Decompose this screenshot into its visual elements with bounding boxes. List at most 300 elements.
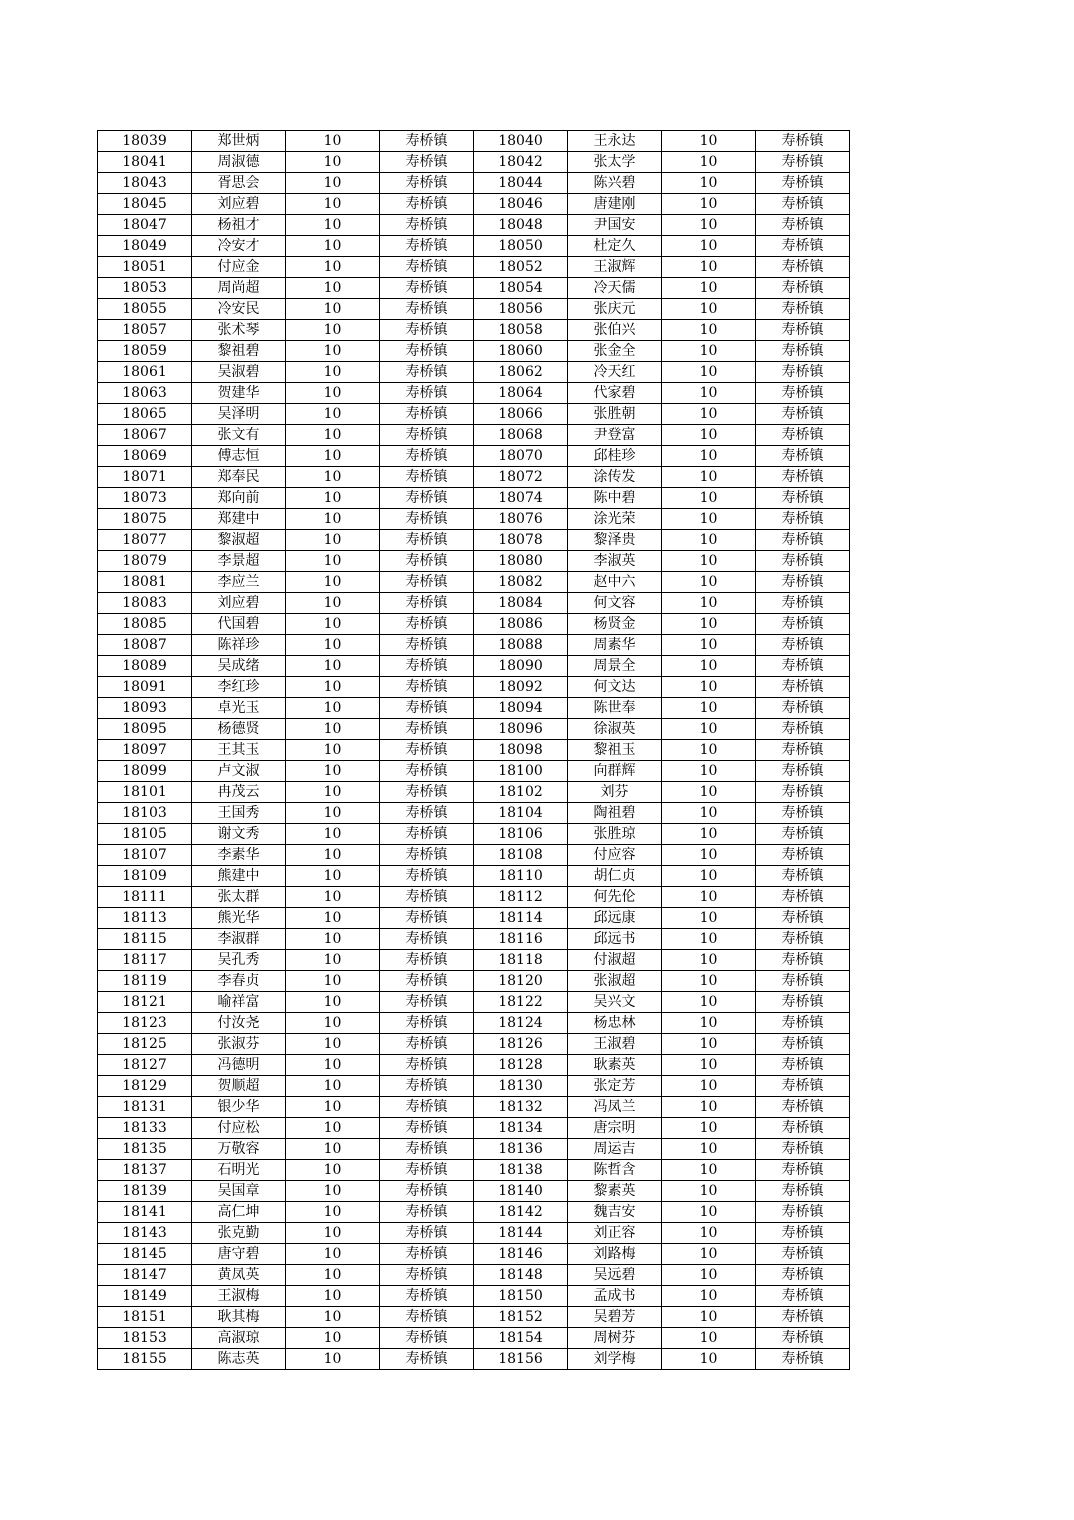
town-cell: 寿桥镇 — [380, 887, 474, 908]
id-cell: 18126 — [474, 1034, 568, 1055]
count-cell: 10 — [286, 509, 380, 530]
name-cell: 向群辉 — [568, 761, 662, 782]
id-cell: 18100 — [474, 761, 568, 782]
town-cell: 寿桥镇 — [756, 446, 850, 467]
id-cell: 18134 — [474, 1118, 568, 1139]
count-cell: 10 — [286, 614, 380, 635]
name-cell: 王淑梅 — [192, 1286, 286, 1307]
town-cell: 寿桥镇 — [756, 215, 850, 236]
id-cell: 18116 — [474, 929, 568, 950]
id-cell: 18106 — [474, 824, 568, 845]
count-cell: 10 — [662, 1244, 756, 1265]
name-cell: 熊光华 — [192, 908, 286, 929]
town-cell: 寿桥镇 — [380, 446, 474, 467]
name-cell: 喻祥富 — [192, 992, 286, 1013]
town-cell: 寿桥镇 — [380, 551, 474, 572]
id-cell: 18068 — [474, 425, 568, 446]
town-cell: 寿桥镇 — [380, 614, 474, 635]
count-cell: 10 — [662, 425, 756, 446]
table-row — [98, 866, 850, 887]
town-cell: 寿桥镇 — [380, 656, 474, 677]
town-cell: 寿桥镇 — [380, 572, 474, 593]
count-cell: 10 — [286, 1328, 380, 1349]
town-cell: 寿桥镇 — [380, 215, 474, 236]
town-cell: 寿桥镇 — [756, 362, 850, 383]
count-cell: 10 — [662, 908, 756, 929]
count-cell: 10 — [286, 320, 380, 341]
id-cell: 18107 — [98, 845, 192, 866]
count-cell: 10 — [662, 824, 756, 845]
table-row — [98, 908, 850, 929]
table-row — [98, 1139, 850, 1160]
town-cell: 寿桥镇 — [380, 1202, 474, 1223]
name-cell: 付应松 — [192, 1118, 286, 1139]
id-cell: 18083 — [98, 593, 192, 614]
name-cell: 黎泽贵 — [568, 530, 662, 551]
id-cell: 18048 — [474, 215, 568, 236]
town-cell: 寿桥镇 — [380, 1307, 474, 1328]
town-cell: 寿桥镇 — [756, 152, 850, 173]
name-cell: 张庆元 — [568, 299, 662, 320]
town-cell: 寿桥镇 — [756, 1034, 850, 1055]
count-cell: 10 — [662, 551, 756, 572]
name-cell: 代国碧 — [192, 614, 286, 635]
count-cell: 10 — [286, 152, 380, 173]
table-row — [98, 551, 850, 572]
town-cell: 寿桥镇 — [380, 845, 474, 866]
count-cell: 10 — [662, 593, 756, 614]
id-cell: 18127 — [98, 1055, 192, 1076]
name-cell: 徐淑英 — [568, 719, 662, 740]
name-cell: 邱远康 — [568, 908, 662, 929]
name-cell: 涂光荣 — [568, 509, 662, 530]
name-cell: 张太群 — [192, 887, 286, 908]
count-cell: 10 — [286, 257, 380, 278]
id-cell: 18110 — [474, 866, 568, 887]
count-cell: 10 — [662, 215, 756, 236]
id-cell: 18045 — [98, 194, 192, 215]
id-cell: 18138 — [474, 1160, 568, 1181]
count-cell: 10 — [662, 845, 756, 866]
count-cell: 10 — [662, 992, 756, 1013]
town-cell: 寿桥镇 — [756, 866, 850, 887]
count-cell: 10 — [662, 614, 756, 635]
name-cell: 陈祥珍 — [192, 635, 286, 656]
id-cell: 18123 — [98, 1013, 192, 1034]
town-cell: 寿桥镇 — [756, 1349, 850, 1370]
town-cell: 寿桥镇 — [380, 257, 474, 278]
town-cell: 寿桥镇 — [380, 1118, 474, 1139]
count-cell: 10 — [662, 1286, 756, 1307]
id-cell: 18119 — [98, 971, 192, 992]
table-row — [98, 719, 850, 740]
id-cell: 18113 — [98, 908, 192, 929]
id-cell: 18074 — [474, 488, 568, 509]
town-cell: 寿桥镇 — [756, 614, 850, 635]
table-row — [98, 1055, 850, 1076]
id-cell: 18137 — [98, 1160, 192, 1181]
town-cell: 寿桥镇 — [756, 908, 850, 929]
name-cell: 张胜琼 — [568, 824, 662, 845]
name-cell: 吴远碧 — [568, 1265, 662, 1286]
table-row — [98, 1013, 850, 1034]
count-cell: 10 — [662, 467, 756, 488]
town-cell: 寿桥镇 — [380, 677, 474, 698]
count-cell: 10 — [662, 530, 756, 551]
town-cell: 寿桥镇 — [756, 173, 850, 194]
town-cell: 寿桥镇 — [380, 719, 474, 740]
id-cell: 18040 — [474, 131, 568, 152]
table-row — [98, 488, 850, 509]
name-cell: 陈志英 — [192, 1349, 286, 1370]
table-row — [98, 509, 850, 530]
count-cell: 10 — [662, 1076, 756, 1097]
name-cell: 黎祖玉 — [568, 740, 662, 761]
name-cell: 郑向前 — [192, 488, 286, 509]
id-cell: 18084 — [474, 593, 568, 614]
name-cell: 王永达 — [568, 131, 662, 152]
town-cell: 寿桥镇 — [380, 971, 474, 992]
table-row — [98, 698, 850, 719]
id-cell: 18143 — [98, 1223, 192, 1244]
name-cell: 刘路梅 — [568, 1244, 662, 1265]
id-cell: 18149 — [98, 1286, 192, 1307]
count-cell: 10 — [662, 1307, 756, 1328]
count-cell: 10 — [662, 131, 756, 152]
name-cell: 胥思会 — [192, 173, 286, 194]
table-row — [98, 173, 850, 194]
id-cell: 18108 — [474, 845, 568, 866]
town-cell: 寿桥镇 — [756, 1139, 850, 1160]
count-cell: 10 — [662, 1328, 756, 1349]
table-row — [98, 971, 850, 992]
table-row — [98, 425, 850, 446]
town-cell: 寿桥镇 — [380, 131, 474, 152]
id-cell: 18111 — [98, 887, 192, 908]
name-cell: 杨忠林 — [568, 1013, 662, 1034]
name-cell: 唐宗明 — [568, 1118, 662, 1139]
id-cell: 18086 — [474, 614, 568, 635]
name-cell: 唐守碧 — [192, 1244, 286, 1265]
id-cell: 18104 — [474, 803, 568, 824]
town-cell: 寿桥镇 — [756, 425, 850, 446]
id-cell: 18073 — [98, 488, 192, 509]
id-cell: 18043 — [98, 173, 192, 194]
count-cell: 10 — [662, 572, 756, 593]
name-cell: 杨祖才 — [192, 215, 286, 236]
id-cell: 18089 — [98, 656, 192, 677]
town-cell: 寿桥镇 — [380, 1244, 474, 1265]
name-cell: 银少华 — [192, 1097, 286, 1118]
count-cell: 10 — [662, 782, 756, 803]
name-cell: 王淑碧 — [568, 1034, 662, 1055]
town-cell: 寿桥镇 — [380, 929, 474, 950]
town-cell: 寿桥镇 — [380, 488, 474, 509]
id-cell: 18041 — [98, 152, 192, 173]
name-cell: 陈世奉 — [568, 698, 662, 719]
count-cell: 10 — [662, 1139, 756, 1160]
table-row — [98, 1244, 850, 1265]
name-cell: 尹登富 — [568, 425, 662, 446]
town-cell: 寿桥镇 — [380, 1013, 474, 1034]
town-cell: 寿桥镇 — [380, 404, 474, 425]
id-cell: 18077 — [98, 530, 192, 551]
town-cell: 寿桥镇 — [380, 1181, 474, 1202]
town-cell: 寿桥镇 — [380, 950, 474, 971]
table-row — [98, 1328, 850, 1349]
id-cell: 18052 — [474, 257, 568, 278]
id-cell: 18109 — [98, 866, 192, 887]
id-cell: 18085 — [98, 614, 192, 635]
name-cell: 王淑辉 — [568, 257, 662, 278]
name-cell: 傅志恒 — [192, 446, 286, 467]
name-cell: 黎祖碧 — [192, 341, 286, 362]
name-cell: 刘应碧 — [192, 593, 286, 614]
count-cell: 10 — [662, 278, 756, 299]
table-row — [98, 131, 850, 152]
town-cell: 寿桥镇 — [756, 1076, 850, 1097]
name-cell: 陶祖碧 — [568, 803, 662, 824]
id-cell: 18095 — [98, 719, 192, 740]
name-cell: 卓光玉 — [192, 698, 286, 719]
table-row — [98, 215, 850, 236]
town-cell: 寿桥镇 — [756, 1286, 850, 1307]
count-cell: 10 — [286, 1349, 380, 1370]
name-cell: 张胜朝 — [568, 404, 662, 425]
count-cell: 10 — [286, 1202, 380, 1223]
name-cell: 唐建刚 — [568, 194, 662, 215]
town-cell: 寿桥镇 — [380, 320, 474, 341]
id-cell: 18141 — [98, 1202, 192, 1223]
id-cell: 18057 — [98, 320, 192, 341]
id-cell: 18066 — [474, 404, 568, 425]
count-cell: 10 — [286, 194, 380, 215]
id-cell: 18154 — [474, 1328, 568, 1349]
id-cell: 18080 — [474, 551, 568, 572]
count-cell: 10 — [286, 698, 380, 719]
name-cell: 谢文秀 — [192, 824, 286, 845]
id-cell: 18105 — [98, 824, 192, 845]
id-cell: 18150 — [474, 1286, 568, 1307]
count-cell: 10 — [286, 635, 380, 656]
count-cell: 10 — [286, 131, 380, 152]
name-cell: 周运吉 — [568, 1139, 662, 1160]
town-cell: 寿桥镇 — [756, 1160, 850, 1181]
count-cell: 10 — [662, 194, 756, 215]
count-cell: 10 — [286, 803, 380, 824]
town-cell: 寿桥镇 — [380, 1076, 474, 1097]
town-cell: 寿桥镇 — [756, 635, 850, 656]
count-cell: 10 — [286, 215, 380, 236]
count-cell: 10 — [286, 341, 380, 362]
town-cell: 寿桥镇 — [380, 1223, 474, 1244]
town-cell: 寿桥镇 — [756, 1181, 850, 1202]
id-cell: 18130 — [474, 1076, 568, 1097]
name-cell: 吴孔秀 — [192, 950, 286, 971]
id-cell: 18096 — [474, 719, 568, 740]
count-cell: 10 — [286, 278, 380, 299]
count-cell: 10 — [662, 1013, 756, 1034]
town-cell: 寿桥镇 — [756, 1223, 850, 1244]
count-cell: 10 — [662, 404, 756, 425]
id-cell: 18047 — [98, 215, 192, 236]
count-cell: 10 — [662, 740, 756, 761]
count-cell: 10 — [662, 1265, 756, 1286]
town-cell: 寿桥镇 — [380, 278, 474, 299]
count-cell: 10 — [662, 887, 756, 908]
name-cell: 胡仁贞 — [568, 866, 662, 887]
id-cell: 18148 — [474, 1265, 568, 1286]
count-cell: 10 — [286, 530, 380, 551]
table-row — [98, 404, 850, 425]
id-cell: 18133 — [98, 1118, 192, 1139]
id-cell: 18144 — [474, 1223, 568, 1244]
count-cell: 10 — [286, 1160, 380, 1181]
town-cell: 寿桥镇 — [756, 1013, 850, 1034]
table-row — [98, 1097, 850, 1118]
id-cell: 18098 — [474, 740, 568, 761]
name-cell: 李红珍 — [192, 677, 286, 698]
table-row — [98, 887, 850, 908]
id-cell: 18092 — [474, 677, 568, 698]
table-row — [98, 1160, 850, 1181]
count-cell: 10 — [662, 173, 756, 194]
table-row — [98, 299, 850, 320]
town-cell: 寿桥镇 — [756, 761, 850, 782]
name-cell: 付应容 — [568, 845, 662, 866]
id-cell: 18156 — [474, 1349, 568, 1370]
town-cell: 寿桥镇 — [380, 782, 474, 803]
name-cell: 魏吉安 — [568, 1202, 662, 1223]
name-cell: 何先伦 — [568, 887, 662, 908]
count-cell: 10 — [286, 761, 380, 782]
id-cell: 18097 — [98, 740, 192, 761]
count-cell: 10 — [286, 383, 380, 404]
id-cell: 18132 — [474, 1097, 568, 1118]
table-row — [98, 782, 850, 803]
count-cell: 10 — [662, 257, 756, 278]
name-cell: 付汝尧 — [192, 1013, 286, 1034]
id-cell: 18061 — [98, 362, 192, 383]
id-cell: 18131 — [98, 1097, 192, 1118]
id-cell: 18136 — [474, 1139, 568, 1160]
id-cell: 18069 — [98, 446, 192, 467]
town-cell: 寿桥镇 — [380, 593, 474, 614]
id-cell: 18118 — [474, 950, 568, 971]
count-cell: 10 — [662, 719, 756, 740]
town-cell: 寿桥镇 — [756, 677, 850, 698]
id-cell: 18075 — [98, 509, 192, 530]
town-cell: 寿桥镇 — [756, 929, 850, 950]
town-cell: 寿桥镇 — [380, 1139, 474, 1160]
town-cell: 寿桥镇 — [380, 362, 474, 383]
name-cell: 周素华 — [568, 635, 662, 656]
town-cell: 寿桥镇 — [756, 1097, 850, 1118]
id-cell: 18044 — [474, 173, 568, 194]
id-cell: 18114 — [474, 908, 568, 929]
table-row — [98, 257, 850, 278]
table-row — [98, 1076, 850, 1097]
id-cell: 18129 — [98, 1076, 192, 1097]
name-cell: 郑建中 — [192, 509, 286, 530]
town-cell: 寿桥镇 — [756, 845, 850, 866]
table-row — [98, 1265, 850, 1286]
name-cell: 刘正容 — [568, 1223, 662, 1244]
town-cell: 寿桥镇 — [380, 866, 474, 887]
count-cell: 10 — [662, 1202, 756, 1223]
count-cell: 10 — [286, 488, 380, 509]
name-cell: 李应兰 — [192, 572, 286, 593]
id-cell: 18072 — [474, 467, 568, 488]
id-cell: 18124 — [474, 1013, 568, 1034]
town-cell: 寿桥镇 — [756, 320, 850, 341]
town-cell: 寿桥镇 — [380, 1055, 474, 1076]
town-cell: 寿桥镇 — [756, 1328, 850, 1349]
name-cell: 陈兴碧 — [568, 173, 662, 194]
id-cell: 18039 — [98, 131, 192, 152]
count-cell: 10 — [662, 1223, 756, 1244]
table-row — [98, 362, 850, 383]
count-cell: 10 — [662, 488, 756, 509]
name-cell: 张淑超 — [568, 971, 662, 992]
id-cell: 18071 — [98, 467, 192, 488]
table-body — [98, 131, 850, 1370]
count-cell: 10 — [286, 572, 380, 593]
name-cell: 黄凤英 — [192, 1265, 286, 1286]
id-cell: 18065 — [98, 404, 192, 425]
count-cell: 10 — [286, 1076, 380, 1097]
count-cell: 10 — [286, 719, 380, 740]
town-cell: 寿桥镇 — [380, 761, 474, 782]
town-cell: 寿桥镇 — [380, 1349, 474, 1370]
name-cell: 邱远书 — [568, 929, 662, 950]
town-cell: 寿桥镇 — [756, 131, 850, 152]
town-cell: 寿桥镇 — [756, 530, 850, 551]
town-cell: 寿桥镇 — [380, 740, 474, 761]
table-row — [98, 446, 850, 467]
name-cell: 张太学 — [568, 152, 662, 173]
count-cell: 10 — [286, 593, 380, 614]
table-row — [98, 194, 850, 215]
count-cell: 10 — [286, 740, 380, 761]
count-cell: 10 — [286, 467, 380, 488]
name-cell: 张定芳 — [568, 1076, 662, 1097]
table-row — [98, 383, 850, 404]
name-cell: 黎素英 — [568, 1181, 662, 1202]
name-cell: 吴国章 — [192, 1181, 286, 1202]
name-cell: 付应金 — [192, 257, 286, 278]
name-cell: 郑世炳 — [192, 131, 286, 152]
count-cell: 10 — [662, 509, 756, 530]
name-cell: 吴泽明 — [192, 404, 286, 425]
table-row — [98, 761, 850, 782]
table-row — [98, 341, 850, 362]
name-cell: 王其玉 — [192, 740, 286, 761]
count-cell: 10 — [662, 698, 756, 719]
town-cell: 寿桥镇 — [756, 404, 850, 425]
count-cell: 10 — [286, 1034, 380, 1055]
town-cell: 寿桥镇 — [756, 1118, 850, 1139]
id-cell: 18112 — [474, 887, 568, 908]
name-cell: 刘学梅 — [568, 1349, 662, 1370]
count-cell: 10 — [286, 173, 380, 194]
town-cell: 寿桥镇 — [380, 383, 474, 404]
count-cell: 10 — [662, 236, 756, 257]
count-cell: 10 — [286, 1181, 380, 1202]
count-cell: 10 — [662, 971, 756, 992]
table-row — [98, 467, 850, 488]
id-cell: 18103 — [98, 803, 192, 824]
